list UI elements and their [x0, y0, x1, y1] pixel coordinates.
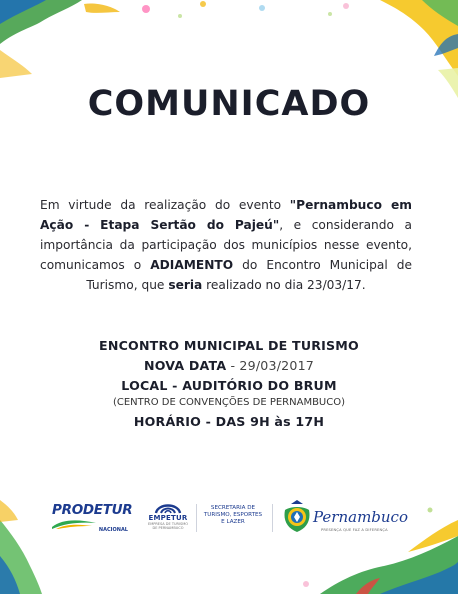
event-name-heading: ENCONTRO MUNICIPAL DE TURISMO: [99, 338, 359, 353]
prodetur-subtitle: NACIONAL: [98, 527, 128, 533]
empetur-name: EMPETUR: [148, 514, 188, 522]
empetur-arch-icon: [154, 498, 182, 514]
page-title: COMUNICADO: [87, 84, 371, 124]
empetur-tagline: EMPRESA DE TURISMO DE PERNAMBUCO: [148, 522, 188, 530]
seria-keyword: seria: [168, 278, 203, 292]
prodetur-name: PRODETUR: [52, 502, 133, 518]
new-date-label: NOVA DATA: [143, 358, 227, 373]
schedule-line: HORÁRIO - DAS 9H às 17H: [133, 414, 325, 429]
pernambuco-name: Pernambuco: [313, 508, 408, 526]
sponsor-logos: [0, 496, 458, 544]
event-name: "Pernambuco em Ação - Etapa Sertão do Pajeú": [40, 198, 412, 232]
logo-divider: [272, 504, 273, 532]
logo-divider: [196, 504, 197, 532]
prodetur-logo: [52, 502, 132, 538]
secretaria-line-2: TURISMO, ESPORTES: [203, 512, 263, 518]
new-date-line: [0, 356, 458, 376]
pernambuco-crest-icon: [281, 500, 313, 534]
location-line: LOCAL - AUDITÓRIO DO BRUM: [121, 378, 337, 393]
pernambuco-tagline: PRESENÇA QUE FAZ A DIFERENÇA: [321, 528, 388, 532]
pernambuco-logo: [281, 500, 408, 540]
prodetur-swoosh-icon: [52, 519, 96, 529]
body-text-part: do Encontro Municipal de Turismo, que: [86, 258, 412, 292]
postponement-keyword: ADIAMENTO: [150, 258, 234, 272]
body-text-part: Em virtude da realização do evento: [40, 198, 290, 212]
body-text-part: realizado no dia 23/03/17.: [202, 278, 366, 292]
secretaria-line-1: SECRETARIA DE: [210, 505, 256, 511]
announcement-body: [40, 195, 412, 295]
body-text-part: , e considerando a importância da participação dos municípios nesse evento, comunicamos o: [40, 218, 412, 272]
secretaria-line-3: E LAZER: [221, 519, 245, 525]
event-info: [0, 336, 458, 432]
secretaria-logo: [203, 505, 263, 526]
location-detail: (CENTRO DE CONVENÇÕES DE PERNAMBUCO): [112, 397, 346, 408]
new-date-value: - 29/03/2017: [226, 358, 315, 373]
empetur-logo: [148, 498, 188, 540]
